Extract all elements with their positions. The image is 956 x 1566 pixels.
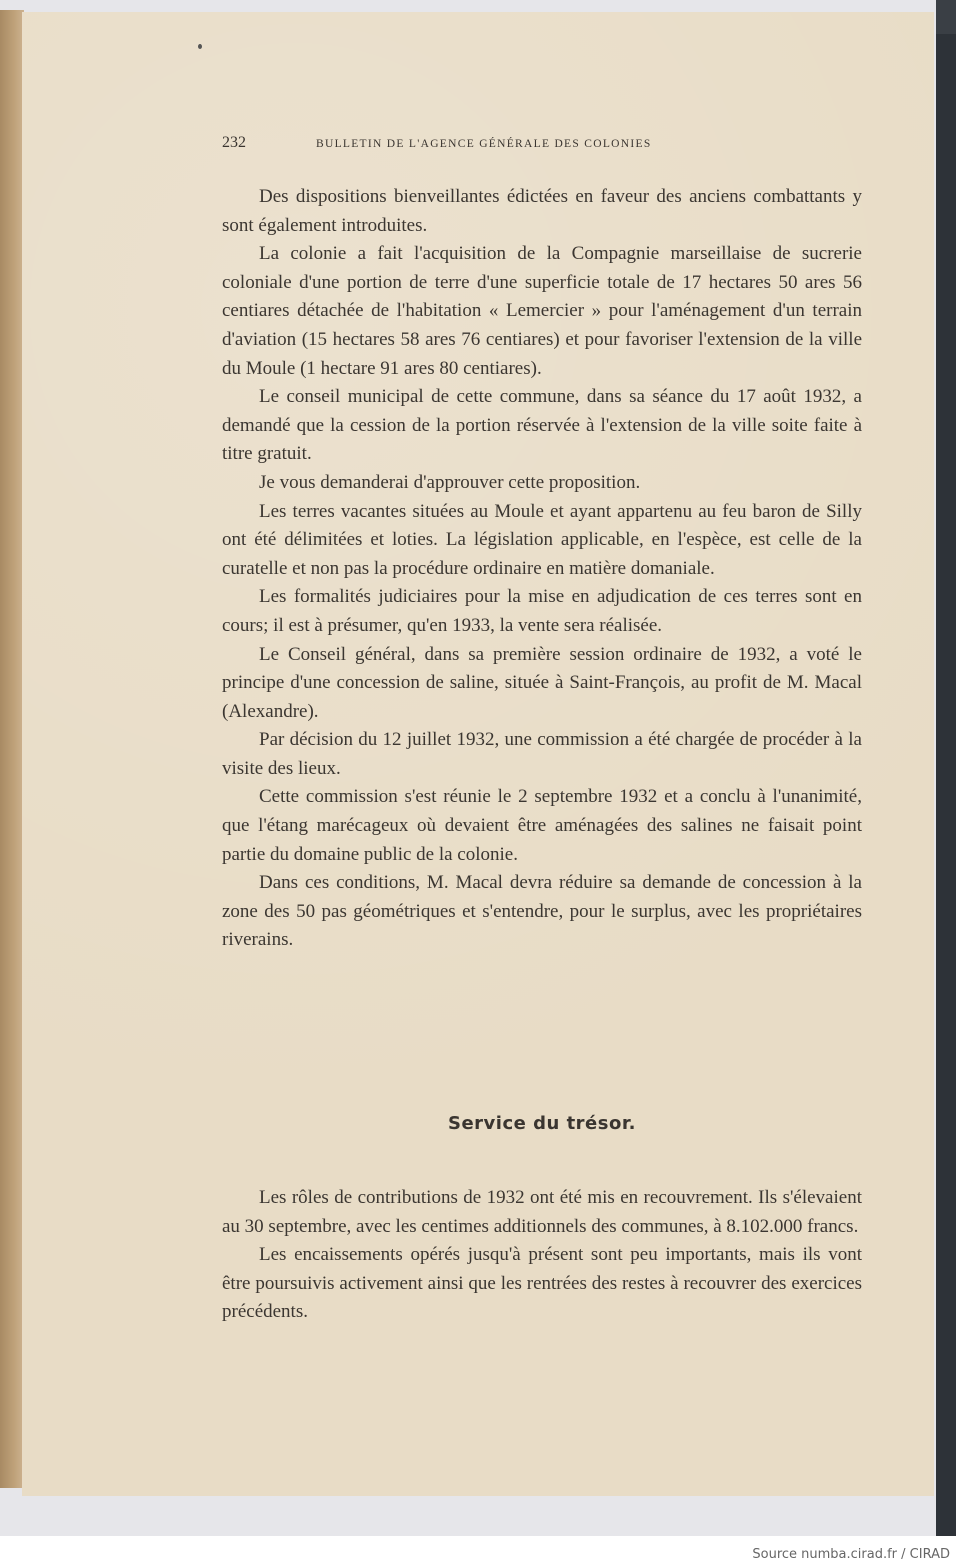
paragraph: Cette commission s'est réunie le 2 septembre 1932 et a conclu à l'unanimité, que l'étang marécageux où devaient être aménagées des salines ne faisait point partie du domaine public de la colonie. xyxy=(222,786,862,865)
paragraph: Le Conseil général, dans sa première session ordinaire de 1932, a voté le principe d'une concession de saline, située à Saint-François, au profit de M. Macal (Alexandre). xyxy=(222,643,862,722)
page-header xyxy=(222,134,862,156)
main-text xyxy=(222,183,862,955)
book-cover-corner xyxy=(936,0,956,34)
paragraph: La colonie a fait l'acquisition de la Compagnie marseillaise de sucrerie coloniale d'une portion de terre d'une superficie totale de 17 hectares 50 ares 56 centiares détachée de l'habitation « Lemercier » pour l'aménagement d'un terrain d'aviation (15 hectares 58 ares 76 centiares) et pour favoriser l'extension de la ville du Moule (1 hectare 91 ares 80 centiares). xyxy=(222,243,862,379)
book-cover-edge xyxy=(936,0,956,1536)
section-title: Service du trésor. xyxy=(448,1113,636,1134)
paragraph: Dans ces conditions, M. Macal devra réduire sa demande de concession à la zone des 50 pas géométriques et s'entendre, pour le surplus, avec les propriétaires riverains. xyxy=(222,872,862,951)
paragraph: Des dispositions bienveillantes édictées en faveur des anciens combattants y sont également introduites. xyxy=(222,186,862,236)
paragraph: Les encaissements opérés jusqu'à présent sont peu importants, mais ils vont être poursuivis activement ainsi que les rentrées des restes à recouvrer des exercices précédents. xyxy=(222,1244,862,1323)
paragraph: Je vous demanderai d'approuver cette proposition. xyxy=(259,471,641,493)
paragraph: Par décision du 12 juillet 1932, une commission a été chargée de procéder à la visite des lieux. xyxy=(222,729,862,779)
page-edge-left xyxy=(0,10,24,1488)
paragraph: Les terres vacantes situées au Moule et ayant appartenu au feu baron de Silly ont été délimitées et loties. La législation applicable, en l'espèce, est celle de la curatelle et non pas la procédure ordinaire en matière domaniale. xyxy=(222,500,862,579)
paragraph: Le conseil municipal de cette commune, dans sa séance du 17 août 1932, a demandé que la cession de la portion réservée à l'extension de la ville soite faite à titre gratuit. xyxy=(222,386,862,465)
source-credit: Source numba.cirad.fr / CIRAD xyxy=(752,1547,950,1562)
ink-speck xyxy=(198,44,202,49)
page-number: 232 xyxy=(222,134,246,151)
paragraph: Les formalités judiciaires pour la mise en adjudication de ces terres sont en cours; il est à présumer, qu'en 1933, la vente sera réalisée. xyxy=(222,586,862,636)
running-head: BULLETIN DE L'AGENCE GÉNÉRALE DES COLONIES xyxy=(316,138,652,150)
paragraph: Les rôles de contributions de 1932 ont été mis en recouvrement. Ils s'élevaient au 30 septembre, avec les centimes additionnels des communes, à 8.102.000 francs. xyxy=(222,1187,862,1237)
section-text xyxy=(222,1184,862,1327)
